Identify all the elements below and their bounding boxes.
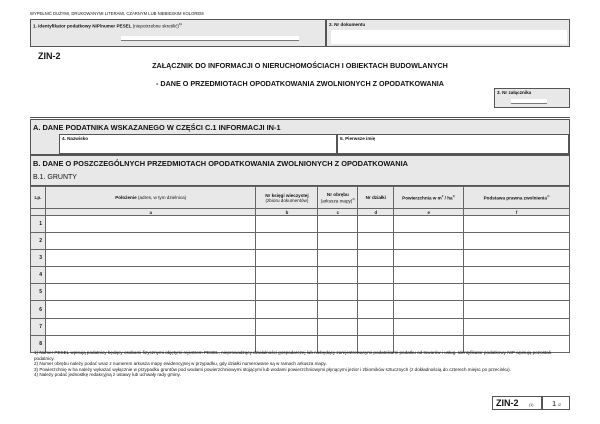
column-letter: c: [318, 209, 358, 216]
table-row: [31, 233, 570, 250]
land-register-cell[interactable]: [256, 301, 318, 318]
header-legal-basis: Podstawa prawna zwolnienia$^{4)}$: [464, 187, 570, 209]
precinct-cell[interactable]: [318, 233, 358, 250]
location-cell[interactable]: [45, 301, 256, 318]
section-b-title: B. DANE O POSZCZEGÓLNYCH PRZEDMIOTACH OPODATKOWANIA ZWOLNIONYCH Z OPODATKOWANIA: [33, 159, 408, 168]
land-register-cell[interactable]: [256, 233, 318, 250]
document-number-box: [326, 19, 570, 47]
area-cell[interactable]: [394, 233, 464, 250]
footnote-3: 3) Powierzchnię w ha należy wykazać wyłącznie w przypadku gruntów pod wodami powierzchniowymi stojącymi lub wodami powierzchniowymi płynącymi jezior i zbiorników sztucznych (z dokładnością do czterech miejsc po przecinku).: [34, 366, 511, 372]
location-cell[interactable]: [45, 233, 256, 250]
precinct-cell[interactable]: [318, 250, 358, 267]
location-cell[interactable]: [45, 216, 256, 233]
legal-basis-cell[interactable]: [464, 233, 570, 250]
row-number: 6: [31, 301, 46, 318]
column-letter: a: [45, 209, 256, 216]
land-register-cell[interactable]: [256, 318, 318, 335]
area-cell[interactable]: [394, 318, 464, 335]
legal-basis-cell[interactable]: [464, 301, 570, 318]
plot-cell[interactable]: [358, 233, 394, 250]
header-location: Położenie (adres, w tym dzielnica): [45, 187, 256, 209]
row-number: 5: [31, 284, 46, 301]
table-row: [31, 267, 570, 284]
location-cell[interactable]: [45, 318, 256, 335]
identifier-box: [30, 19, 326, 47]
surname-field[interactable]: [59, 134, 337, 154]
location-cell[interactable]: [45, 284, 256, 301]
table-row: [31, 301, 570, 318]
table-row: [31, 318, 570, 335]
legal-basis-cell[interactable]: [464, 216, 570, 233]
identifier-field[interactable]: [121, 36, 299, 41]
footer-version: (1): [529, 403, 534, 407]
column-letter: b: [256, 209, 318, 216]
area-cell[interactable]: [394, 267, 464, 284]
section-a-title: A. DANE PODATNIKA WSKAZANEGO W CZĘŚCI C.1 INFORMACJI IN-1: [33, 123, 281, 132]
fill-instruction: WYPEŁNIĆ DUŻYMI, DRUKOWANYMI LITERAMI, CZARNYM LUB NIEBIESKIM KOLOREM: [30, 11, 204, 16]
plot-cell[interactable]: [358, 284, 394, 301]
attachment-number-field[interactable]: [511, 99, 547, 104]
row-number: 8: [31, 335, 46, 352]
footnote-2: 2) Numer obrębu należy podać wraz z numerem arkusza mapy ewidencyjnej w przypadku, gdy działki numerowane są w ramach arkusza mapy.: [34, 361, 327, 367]
table-row: [31, 216, 570, 233]
location-cell[interactable]: [45, 267, 256, 284]
land-table: [30, 186, 570, 353]
area-cell[interactable]: [394, 216, 464, 233]
header-plot: Nr działki: [358, 187, 394, 209]
footer-form-code-box: [492, 396, 542, 410]
first-name-label: 5. Pierwsze imię: [340, 136, 376, 141]
precinct-cell[interactable]: [318, 318, 358, 335]
precinct-cell[interactable]: [318, 301, 358, 318]
plot-cell[interactable]: [358, 301, 394, 318]
header-lp: Lp.: [31, 187, 46, 209]
table-row: [31, 284, 570, 301]
row-number: 3: [31, 250, 46, 267]
attachment-number-box: [494, 88, 570, 108]
row-number: 1: [31, 216, 46, 233]
footnote-4: 4) Należy podać jednostkę redakcyjną z ustawy lub uchwały rady gminy.: [34, 372, 181, 378]
plot-cell[interactable]: [358, 250, 394, 267]
footer-form-code: ZIN-2: [496, 398, 519, 408]
area-cell[interactable]: [394, 301, 464, 318]
section-b: [30, 155, 570, 186]
attachment-number-label: 3. Nr załącznika: [497, 90, 532, 95]
location-cell[interactable]: [45, 250, 256, 267]
title-line-2: - DANE O PRZEDMIOTACH OPODATKOWANIA ZWOLNIONYCH Z OPODATKOWANIA: [155, 79, 444, 88]
first-name-field[interactable]: [337, 134, 569, 154]
area-cell[interactable]: [394, 250, 464, 267]
land-register-cell[interactable]: [256, 216, 318, 233]
plot-cell[interactable]: [358, 318, 394, 335]
header-area: Powierzchnia w $m^2 / ha^{3)}$: [394, 187, 464, 209]
column-letter: d: [358, 209, 394, 216]
footer-page-number: 1: [552, 399, 557, 408]
identifier-label: 1. Identyfikator podatkowy NIP/numer PESEL (niepotrzebne skreślić)$^{1)}$: [33, 22, 182, 29]
legal-basis-cell[interactable]: [464, 250, 570, 267]
land-register-cell[interactable]: [256, 284, 318, 301]
area-cell[interactable]: [394, 284, 464, 301]
section-b1-subtitle: B.1. GRUNTY: [33, 174, 77, 181]
precinct-cell[interactable]: [318, 267, 358, 284]
surname-label: 4. Nazwisko: [62, 136, 89, 141]
row-number: 7: [31, 318, 46, 335]
plot-cell[interactable]: [358, 216, 394, 233]
header-land-register: Nr księgi wieczystej (zbioru dokumentów): [256, 187, 318, 209]
form-code: ZIN-2: [38, 51, 61, 61]
row-number: 4: [31, 267, 46, 284]
document-number-field[interactable]: [331, 30, 567, 44]
footnote-1: 1) Numer PESEL wpisują podatnicy będący osobami fizycznymi objętymi rejestrem PESEL, nieprowadzący działalności gospodarczej lub niebędący zarejestrowanymi podatnikami podatku od towarów i usług. Identyfikator podatkowy NIP wpisują pozostali podatnicy.: [34, 350, 551, 361]
legal-basis-cell[interactable]: [464, 318, 570, 335]
footer-page-total: /2: [558, 403, 561, 407]
precinct-cell[interactable]: [318, 284, 358, 301]
legal-basis-cell[interactable]: [464, 267, 570, 284]
precinct-cell[interactable]: [318, 216, 358, 233]
section-a: [30, 119, 570, 155]
document-number-label: 2. Nr dokumentu: [329, 22, 366, 27]
table-row: [31, 250, 570, 267]
land-register-cell[interactable]: [256, 250, 318, 267]
header-precinct: Nr obrębu (arkusza mapy)$^{2)}$: [318, 187, 358, 209]
row-number: 2: [31, 233, 46, 250]
footer-page-box: [542, 396, 570, 410]
legal-basis-cell[interactable]: [464, 284, 570, 301]
divider-line: [30, 117, 570, 118]
column-letter: f: [464, 209, 570, 216]
footnotes: [34, 350, 568, 378]
title-line-1: ZAŁĄCZNIK DO INFORMACJI O NIERUCHOMOŚCIACH I OBIEKTACH BUDOWLANYCH: [152, 61, 448, 70]
column-letters-row: [31, 209, 570, 216]
land-register-cell[interactable]: [256, 267, 318, 284]
plot-cell[interactable]: [358, 267, 394, 284]
column-letter: e: [394, 209, 464, 216]
